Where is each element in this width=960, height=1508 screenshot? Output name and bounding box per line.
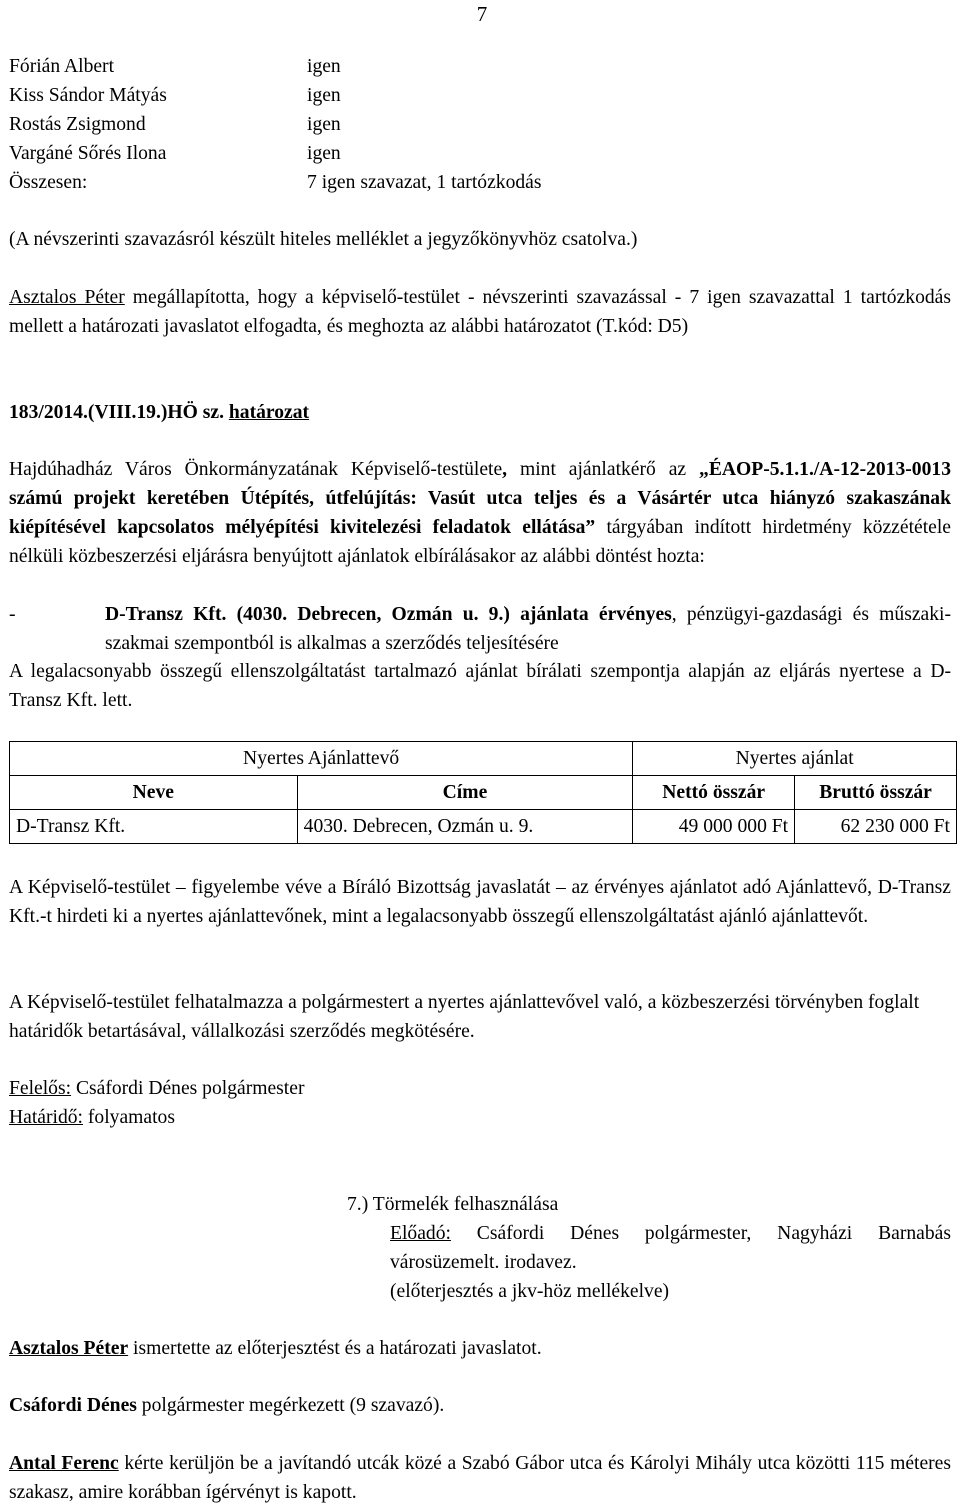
vote-value: igen: [307, 56, 341, 77]
voter-name: Fórián Albert: [9, 56, 115, 77]
csafordi-paragraph: [9, 1391, 951, 1420]
antal-paragraph: [9, 1449, 951, 1507]
header-winning-bidder: Nyertes Ajánlattevő: [10, 742, 633, 776]
col-header-net: Nettó összár: [633, 776, 795, 810]
table-row: [10, 810, 957, 844]
col-header-name: Neve: [10, 776, 298, 810]
speaker-name: Asztalos Péter: [9, 1338, 129, 1359]
agenda-presenter: [390, 1219, 951, 1277]
winner-paragraph: A legalacsonyabb összegű ellenszolgáltatást tartalmazó ajánlat bírálati szempontja alapján az eljárás nyertese a D-Transz Kft. lett.: [9, 661, 951, 711]
responsible-line: [9, 1074, 951, 1103]
deadline-label: Határidő:: [9, 1107, 83, 1128]
resolution-intro: [9, 455, 951, 571]
responsible-label: Felelős:: [9, 1078, 72, 1099]
agenda-title: 7.) Törmelék felhasználása: [347, 1194, 559, 1215]
table-group-header-row: [10, 742, 957, 776]
voter-name: Rostás Zsigmond: [9, 114, 146, 135]
agenda-attachment: (előterjesztés a jkv-höz mellékelve): [390, 1281, 670, 1302]
intro-text: mint ajánlatkérő az: [507, 459, 700, 480]
bid-valid: ajánlata érvényes: [509, 604, 672, 625]
finding-text: megállapította, hogy a képviselő-testület - névszerinti szavazással - 7 igen szavazattal 1 tartózkodás mellett a határozati javaslatot elfogadta, és meghozta az alábbi határozatot (T.kód: D5): [9, 287, 951, 337]
voter-name: Vargáné Sőrés Ilona: [9, 143, 167, 164]
vote-total-label: Összesen:: [9, 172, 88, 193]
speaker-name: Asztalos Péter: [9, 287, 125, 308]
resolution-label: határozat: [228, 402, 310, 423]
presenter-value: Csáfordi Dénes polgármester, Nagyházi Barnabás városüzemelt. irodavez.: [390, 1223, 951, 1273]
intro-rest: tárgyában indított hirdetmény közzététele nélküli közbeszerzési eljárásra benyújtott ajánlatok elbírálásakor az alábbi döntést hozta:: [9, 517, 951, 567]
agenda-item: [347, 1190, 951, 1306]
results-table: [9, 741, 957, 844]
resolution-number: 183/2014.(VIII.19.)HÖ sz.: [9, 402, 224, 423]
bidder-text: [105, 600, 951, 658]
speaker-name: Antal Ferenc: [9, 1453, 119, 1474]
vote-value: igen: [307, 114, 341, 135]
vote-value: igen: [307, 143, 341, 164]
cell-net: 49 000 000 Ft: [633, 810, 795, 844]
asztalos-paragraph: [9, 1334, 951, 1363]
speaker-name: Csáfordi Dénes: [9, 1395, 137, 1416]
paragraph-text: polgármester megérkezett (9 szavazó).: [136, 1395, 445, 1416]
page-number: 7: [476, 2, 488, 26]
bidder-item: [9, 600, 951, 658]
attachment-note: (A névszerinti szavazásról készült hiteles melléklet a jegyzőkönyvhöz csatolva.): [9, 229, 638, 250]
cell-gross: 62 230 000 Ft: [795, 810, 957, 844]
vote-value: igen: [307, 85, 341, 106]
bid-suitability: , pénzügyi-gazdasági és műszaki-szakmai szempontból is alkalmas a szerződés teljesítésére: [105, 604, 951, 654]
voter-name: Kiss Sándor Mátyás: [9, 85, 167, 106]
header-winning-bid: Nyertes ajánlat: [633, 742, 957, 776]
cell-address: 4030. Debrecen, Ozmán u. 9.: [297, 810, 633, 844]
finding-paragraph: [9, 283, 951, 341]
project-title: „ÉAOP-5.1.1./A-12-2013-0013 számú projekt keretében Útépítés, útfelújítás: Vasút utca teljes és a Vásártér utca hiányzó szakaszának kiépítésével kapcsolatos mélyépítési kivitelezési feladatok ellátása”: [9, 459, 951, 538]
paragraph-text: kérte kerüljön be a javítandó utcák közé a Szabó Gábor utca és Károlyi Mihály utca közötti 115 méteres szakasz, amire korábban ígérvényt is kapott.: [9, 1453, 951, 1503]
resolution-title: [9, 398, 951, 427]
authorization-paragraph: A Képviselő-testület felhatalmazza a polgármestert a nyertes ajánlattevővel való, a közbeszerzési törvényben foglalt határidők betartásával, vállalkozási szerződés megkötésére.: [9, 992, 920, 1042]
paragraph-text: ismertette az előterjesztést és a határozati javaslatot.: [128, 1338, 542, 1359]
bidder-name: D-Transz Kft. (4030. Debrecen, Ozmán u. 9.): [105, 604, 510, 625]
cell-name: D-Transz Kft.: [10, 810, 298, 844]
responsible-value: Csáfordi Dénes polgármester: [71, 1078, 305, 1099]
col-header-gross: Bruttó összár: [795, 776, 957, 810]
col-header-address: Címe: [297, 776, 633, 810]
deadline-line: [9, 1103, 951, 1132]
declaration-paragraph: A Képviselő-testület – figyelembe véve a Bíráló Bizottság javaslatát – az érvényes ajánlatot adó Ajánlattevő, D-Transz Kft.-t hirdeti ki a nyertes ajánlattevőnek, mint a legalacsonyabb összegű ellenszolgáltatást ajánló ajánlattevőt.: [9, 877, 951, 927]
presenter-label: Előadó:: [390, 1223, 451, 1244]
council-name: Hajdúhadház Város Önkormányzatának Képviselő-testülete: [9, 459, 503, 480]
dash-bullet: -: [9, 604, 16, 625]
table-header-row: [10, 776, 957, 810]
council-comma: ,: [502, 459, 508, 480]
vote-total-value: 7 igen szavazat, 1 tartózkodás: [307, 172, 542, 193]
deadline-value: folyamatos: [83, 1107, 175, 1128]
